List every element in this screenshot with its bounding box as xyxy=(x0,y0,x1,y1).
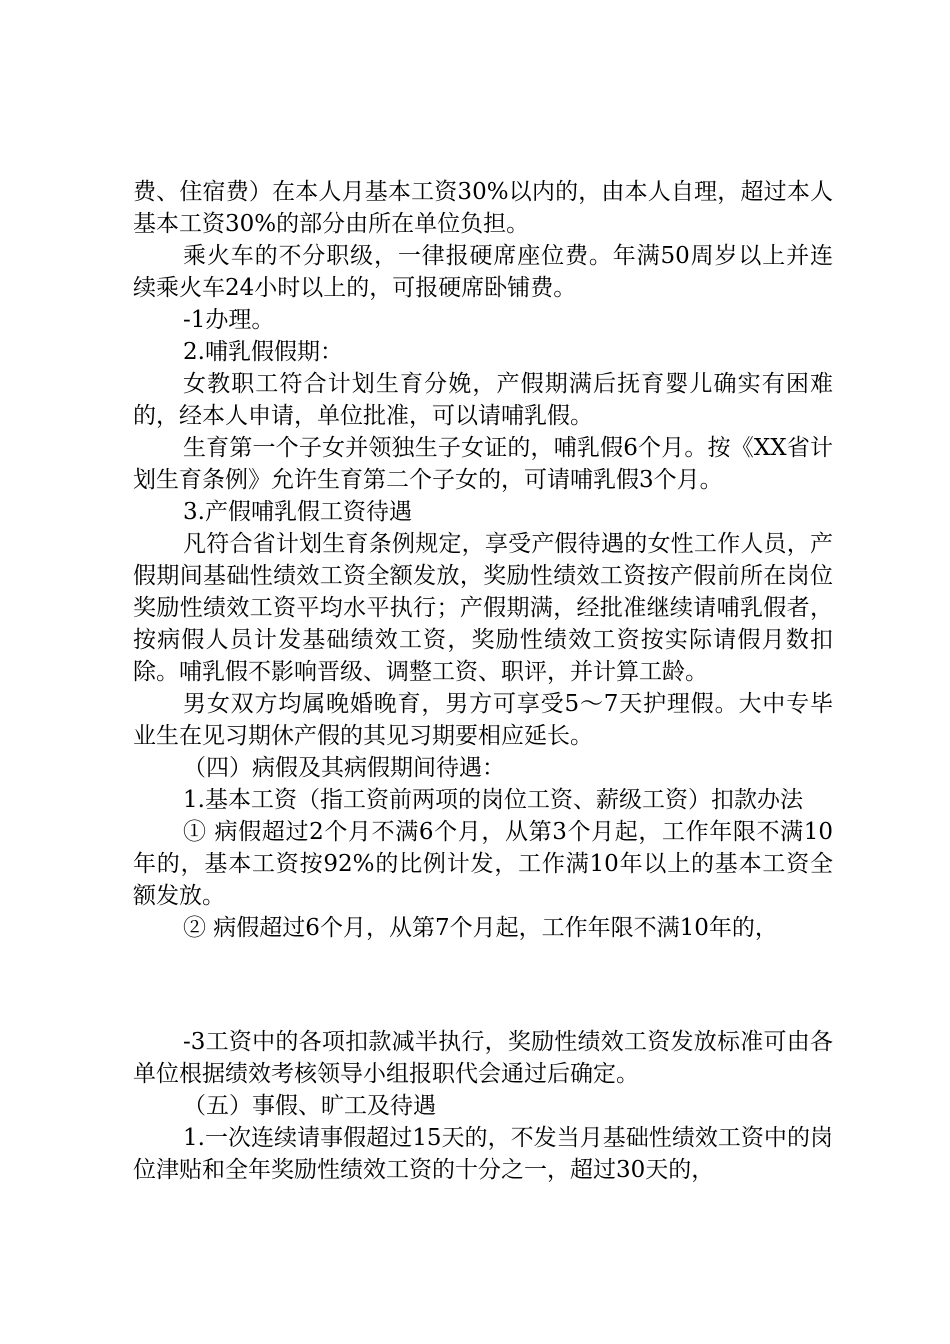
paragraph: ② 病假超过6个月，从第7个月起，工作年限不满10年的， xyxy=(183,915,778,941)
paragraph: 3.产假哺乳假工资待遇 xyxy=(183,499,412,525)
paragraph: 生育第一个子女并领独生子女证的，哺乳假6个月。按《XX省计划生育条例》允许生育第二个子女的，可请哺乳假3个月。 xyxy=(133,435,833,493)
paragraph: 男女双方均属晚婚晚育，男方可享受5～7天护理假。大中专毕业生在见习期休产假的其见习期要相应延长。 xyxy=(133,691,833,749)
paragraph: （四）病假及其病假期间待遇： xyxy=(183,755,505,781)
text-block-upper xyxy=(133,176,833,944)
paragraph: 1.基本工资（指工资前两项的岗位工资、薪级工资）扣款办法 xyxy=(183,787,803,813)
paragraph: 费、住宿费）在本人月基本工资30%以内的，由本人自理，超过本人基本工资30%的部分由所在单位负担。 xyxy=(133,179,833,237)
paragraph: -1办理。 xyxy=(183,307,275,333)
paragraph: -3工资中的各项扣款减半执行，奖励性绩效工资发放标准可由各单位根据绩效考核领导小组报职代会通过后确定。 xyxy=(133,1029,833,1087)
text-block-lower xyxy=(133,1026,833,1186)
paragraph: 2.哺乳假假期： xyxy=(183,339,343,365)
paragraph: ① 病假超过2个月不满6个月，从第3个月起，工作年限不满10年的，基本工资按92%的比例计发，工作满10年以上的基本工资全额发放。 xyxy=(133,819,833,909)
paragraph: 女教职工符合计划生育分娩，产假期满后抚育婴儿确实有困难的，经本人申请，单位批准，可以请哺乳假。 xyxy=(133,371,833,429)
paragraph: （五）事假、旷工及待遇 xyxy=(183,1093,436,1119)
paragraph: 凡符合省计划生育条例规定，享受产假待遇的女性工作人员，产假期间基础性绩效工资全额发放，奖励性绩效工资按产假前所在岗位奖励性绩效工资平均水平执行；产假期满，经批准继续请哺乳假者，按病假人员计发基础绩效工资，奖励性绩效工资按实际请假月数扣除。哺乳假不影响晋级、调整工资、职评，并计算工龄。 xyxy=(133,531,833,685)
paragraph: 1.一次连续请事假超过15天的，不发当月基础性绩效工资中的岗位津贴和全年奖励性绩效工资的十分之一，超过30天的， xyxy=(133,1125,833,1183)
paragraph: 乘火车的不分职级，一律报硬席座位费。年满50周岁以上并连续乘火车24小时以上的，可报硬席卧铺费。 xyxy=(133,243,833,301)
